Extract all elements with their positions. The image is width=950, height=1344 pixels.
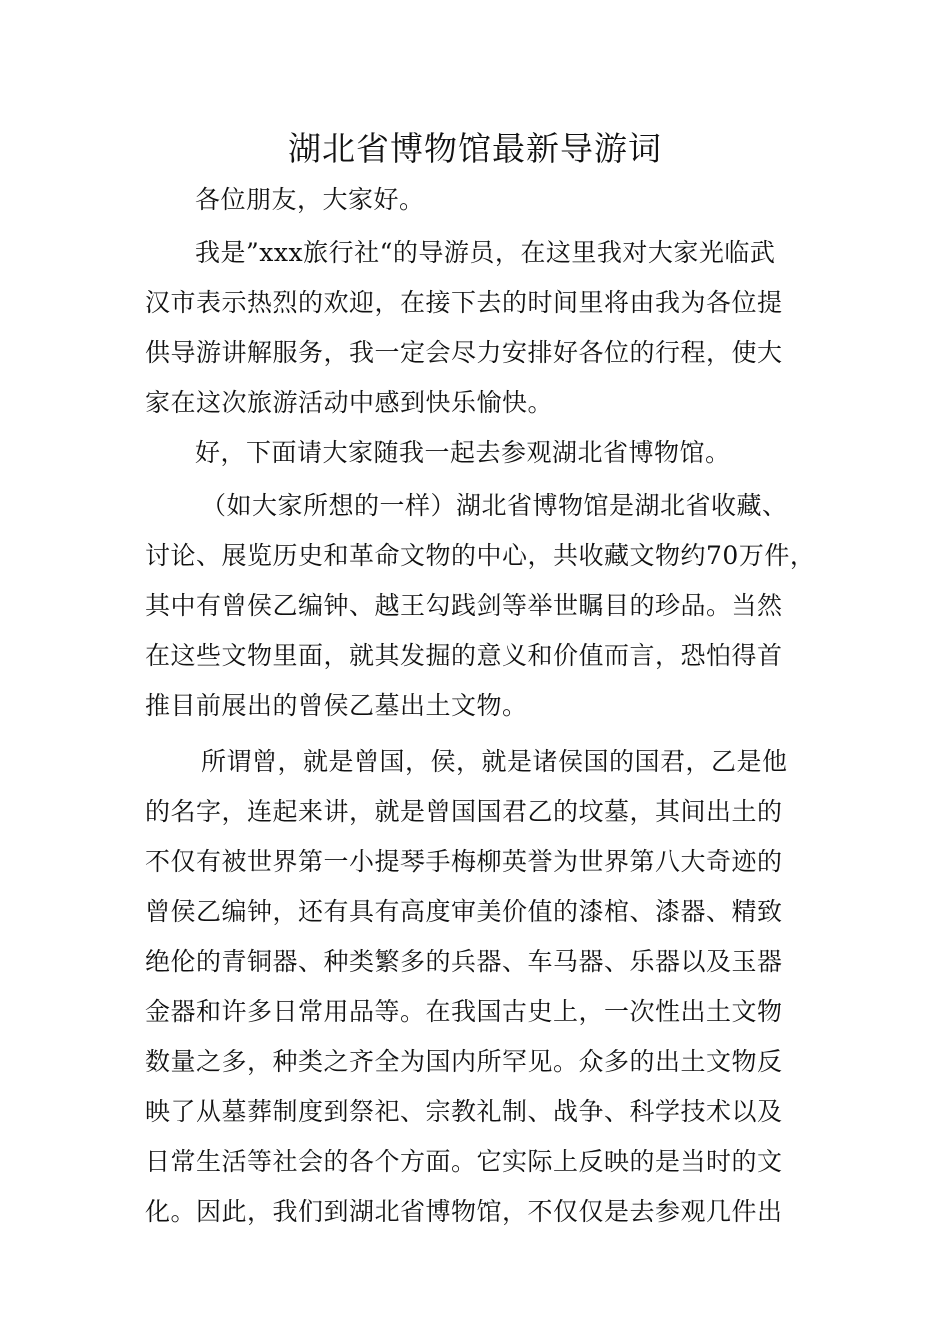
paragraph-transition xyxy=(145,428,815,478)
text-line: 在这些文物里面，就其发掘的意义和价值而言，恐怕得首 xyxy=(145,641,783,670)
text-line: 所谓曾，就是曾国，侯，就是诸侯国的国君，乙是他 xyxy=(201,747,788,776)
text-line: 家在这次旅游活动中感到快乐愉快。 xyxy=(145,388,554,417)
text-line: 日常生活等社会的各个方面。它实际上反映的是当时的文 xyxy=(145,1147,783,1176)
paragraph-introduction xyxy=(145,228,815,428)
text-line: 推目前展出的曾侯乙墓出土文物。 xyxy=(145,691,528,720)
paragraph-zenghouyi-tomb xyxy=(145,737,815,1237)
text-line: （如大家所想的一样）湖北省博物馆是湖北省收藏、 xyxy=(201,491,788,520)
text-line: 映了从墓葬制度到祭祀、宗教礼制、战争、科学技术以及 xyxy=(145,1097,783,1126)
text-line: 金器和许多日常用品等。在我国古史上，一次性出土文物 xyxy=(145,997,783,1026)
text-line: 数量之多，种类之齐全为国内所罕见。众多的出土文物反 xyxy=(145,1047,783,1076)
text-line: 曾侯乙编钟，还有具有高度审美价值的漆棺、漆器、精致 xyxy=(145,897,783,926)
text-line: 汉市表示热烈的欢迎，在接下去的时间里将由我为各位提 xyxy=(145,288,783,317)
text-line: 的名字，连起来讲，就是曾国国君乙的坟墓，其间出土的 xyxy=(145,797,783,826)
paragraph-museum-overview xyxy=(145,481,815,731)
text-line: 各位朋友，大家好。 xyxy=(195,185,425,214)
text-line: 不仅有被世界第一小提琴手梅柳英誉为世界第八大奇迹的 xyxy=(145,847,783,876)
text-line: 供导游讲解服务，我一定会尽力安排好各位的行程，使大 xyxy=(145,338,783,367)
text-line: 其中有曾侯乙编钟、越王勾践剑等举世瞩目的珍品。当然 xyxy=(145,591,783,620)
document-title: 湖北省博物馆最新导游词 xyxy=(288,129,662,168)
text-line: 好，下面请大家随我一起去参观湖北省博物馆。 xyxy=(195,438,731,467)
paragraph-greeting xyxy=(145,175,815,225)
text-line: 讨论、展览历史和革命文物的中心，共收藏文物约70万件， xyxy=(145,541,815,570)
text-line: 绝伦的青铜器、种类繁多的兵器、车马器、乐器以及玉器 xyxy=(145,947,783,976)
document-body xyxy=(145,175,815,1237)
text-line: 化。因此，我们到湖北省博物馆，不仅仅是去参观几件出 xyxy=(145,1197,783,1226)
text-line: 我是”xxx旅行社“的导游员，在这里我对大家光临武 xyxy=(195,238,776,267)
